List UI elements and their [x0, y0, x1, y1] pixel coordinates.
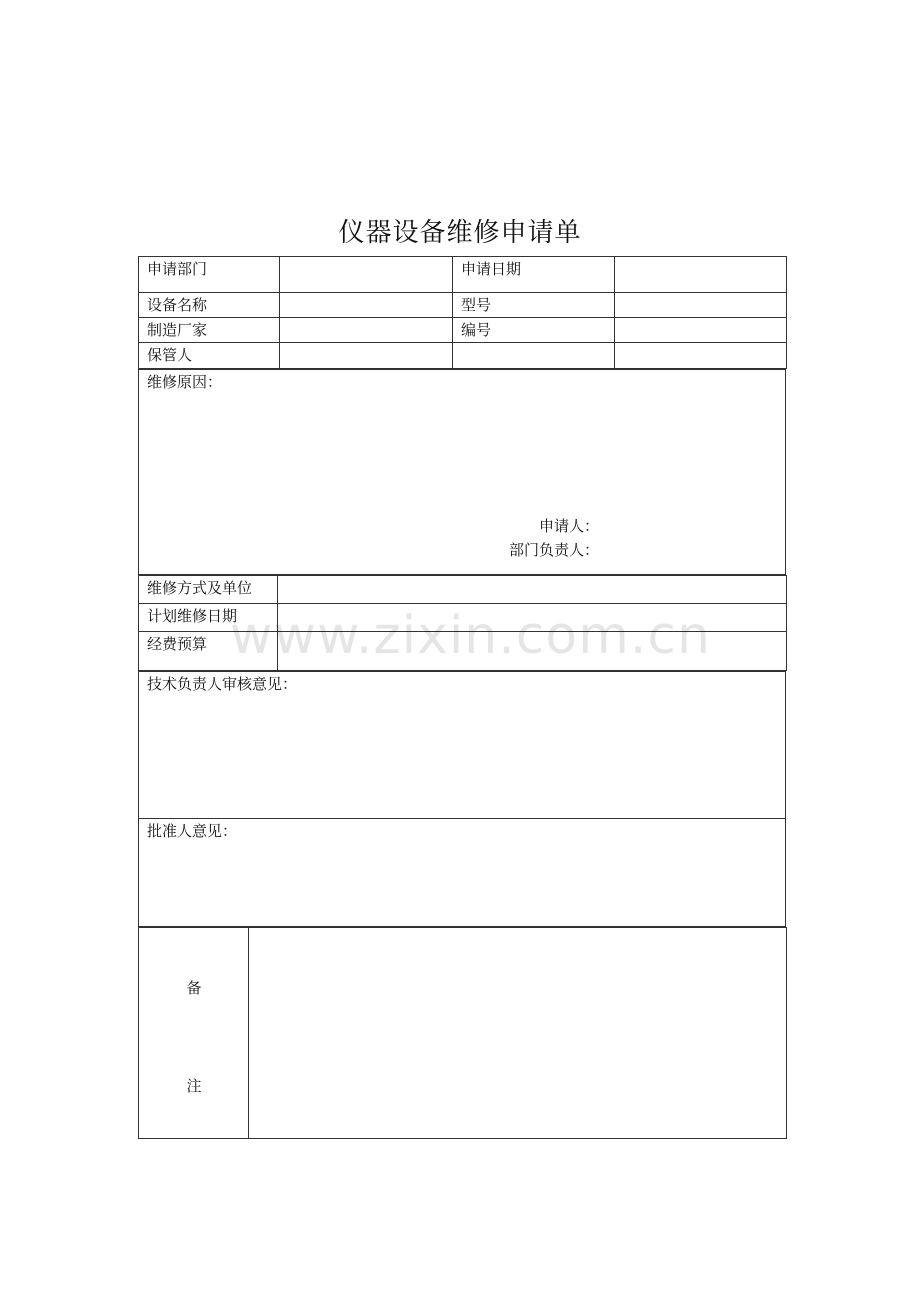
- serial-field[interactable]: [615, 318, 787, 343]
- equip-name-label: 设备名称: [139, 293, 280, 318]
- approver-label: 批准人意见：: [147, 822, 238, 840]
- budget-field[interactable]: [278, 632, 787, 671]
- custodian-extra-2[interactable]: [615, 343, 787, 369]
- method-field[interactable]: [278, 576, 787, 604]
- tech-review-label: 技术负责人审核意见：: [147, 675, 298, 693]
- dept-field[interactable]: [280, 257, 453, 293]
- remarks-field[interactable]: [249, 928, 787, 1139]
- plan-date-field[interactable]: [278, 604, 787, 632]
- method-table: [138, 575, 787, 671]
- model-field[interactable]: [615, 293, 787, 318]
- remarks-table: [138, 927, 787, 1139]
- remarks-char-1: 备: [186, 979, 202, 997]
- remarks-char-2: 注: [186, 1077, 202, 1095]
- serial-label: 编号: [453, 318, 615, 343]
- reason-table: [138, 369, 786, 575]
- manufacturer-label: 制造厂家: [139, 318, 280, 343]
- date-field[interactable]: [615, 257, 787, 293]
- method-label: 维修方式及单位: [139, 576, 278, 604]
- reason-cell[interactable]: [139, 370, 786, 575]
- header-info-table: [138, 256, 787, 369]
- approver-cell[interactable]: [139, 819, 786, 927]
- repair-request-form: [138, 256, 786, 1139]
- remarks-label-cell: [139, 928, 249, 1139]
- dept-head-label: 部门负责人：: [508, 541, 599, 559]
- plan-date-label: 计划维修日期: [139, 604, 278, 632]
- applicant-label: 申请人：: [538, 517, 599, 535]
- watermark: www.zixin.com.cn: [230, 606, 711, 666]
- review-table: [138, 671, 786, 927]
- budget-label: 经费预算: [139, 632, 278, 671]
- reason-label: 维修原因：: [147, 373, 223, 391]
- equip-name-field[interactable]: [280, 293, 453, 318]
- manufacturer-field[interactable]: [280, 318, 453, 343]
- custodian-label: 保管人: [139, 343, 280, 369]
- tech-review-cell[interactable]: [139, 672, 786, 819]
- custodian-field[interactable]: [280, 343, 453, 369]
- date-label: 申请日期: [453, 257, 615, 293]
- page-title: 仪器设备维修申请单: [338, 218, 582, 248]
- dept-label: 申请部门: [139, 257, 280, 293]
- model-label: 型号: [453, 293, 615, 318]
- custodian-extra-1[interactable]: [453, 343, 615, 369]
